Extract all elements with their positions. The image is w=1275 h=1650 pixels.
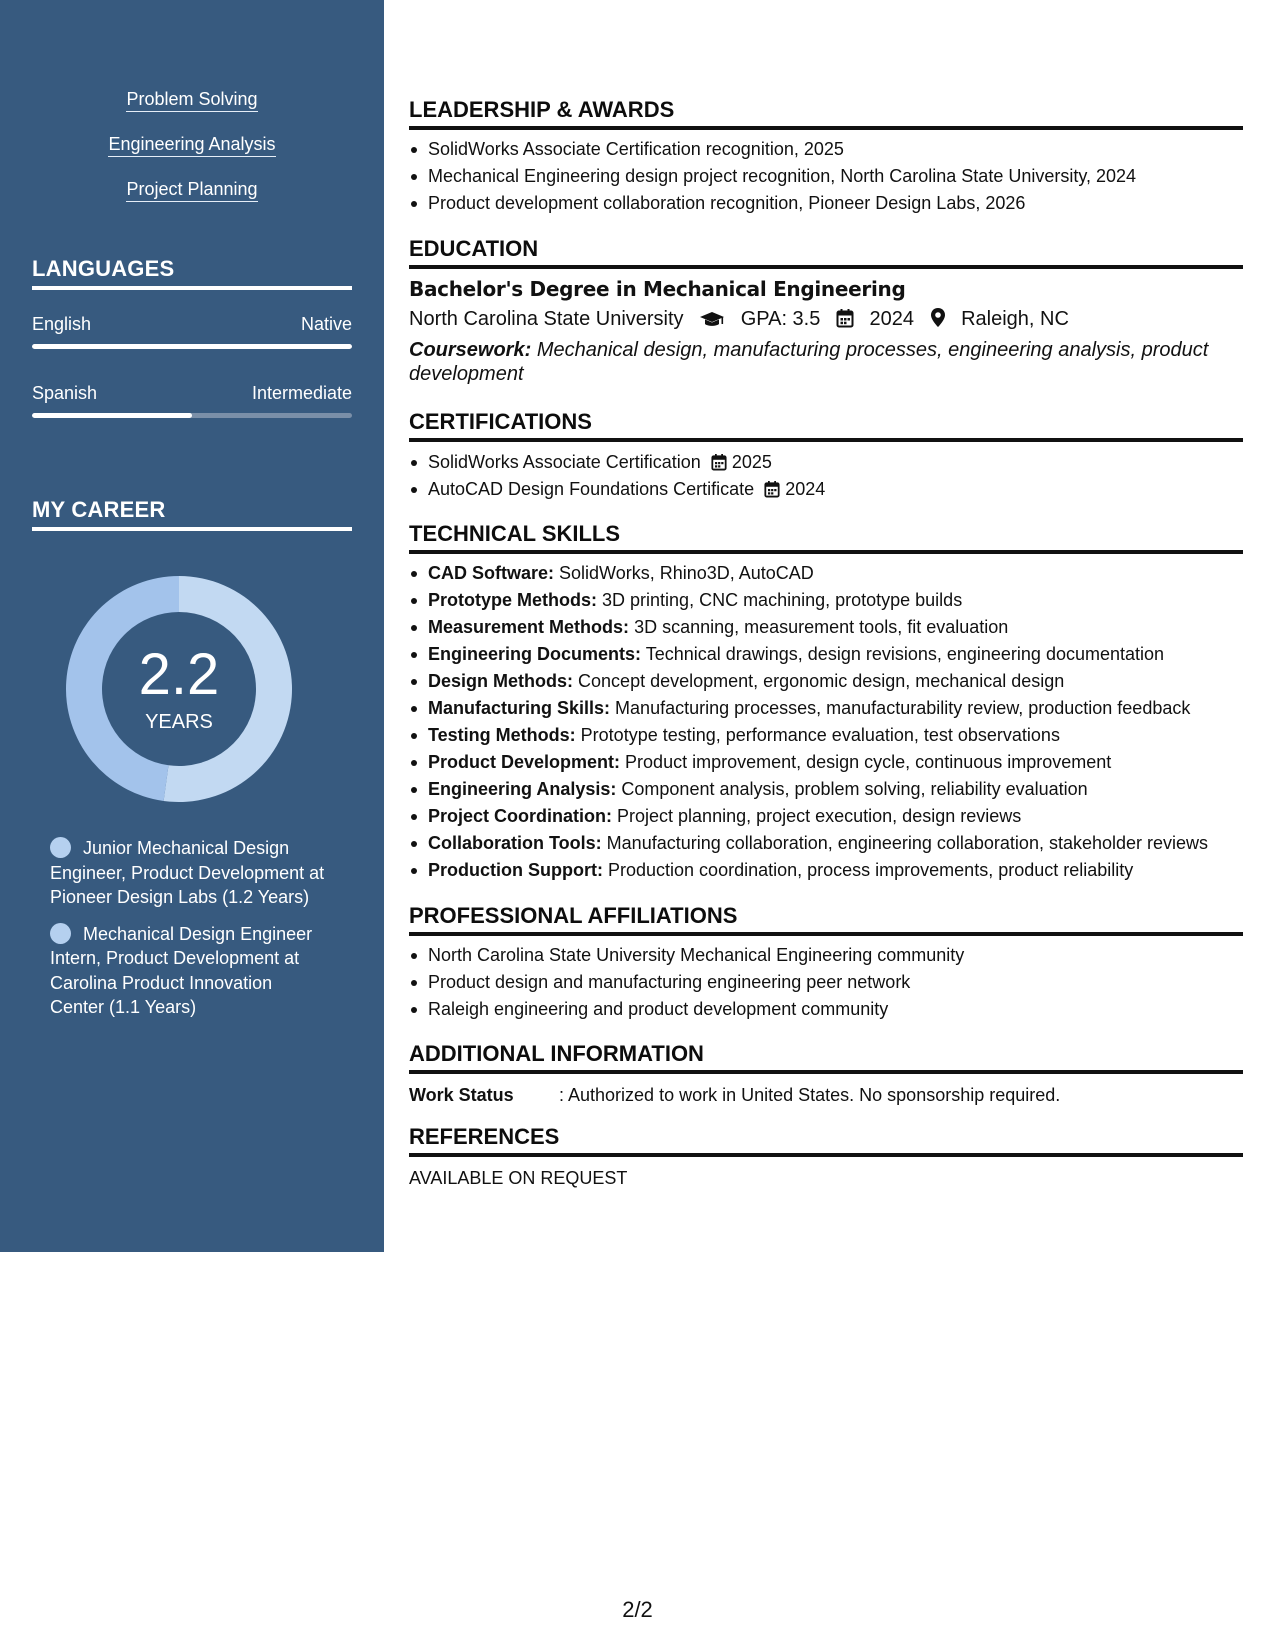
technical-skill-value: Manufacturing collaboration, engineering collaboration, stakeholder reviews	[606, 833, 1209, 853]
technical-skill-label: Prototype Methods:	[428, 590, 597, 610]
skill-item: Problem Solving	[126, 88, 257, 112]
language-proficiency-bar	[32, 344, 352, 349]
career-list	[50, 836, 330, 1032]
technical-skill-label: Design Methods:	[428, 671, 574, 691]
degree-title: Bachelor's Degree in Mechanical Engineering	[409, 277, 906, 301]
technical-skill-item	[409, 857, 1243, 884]
technical-skill-label: Project Coordination:	[428, 806, 612, 826]
language-level: Intermediate	[251, 383, 352, 403]
language-proficiency-bar	[32, 413, 352, 418]
list-item: Mechanical Engineering design project recognition, North Carolina State University, 2024	[409, 163, 1243, 190]
certification-name: SolidWorks Associate Certification	[428, 452, 701, 472]
technical-skill-item	[409, 587, 1243, 614]
additional-information-heading: ADDITIONAL INFORMATION	[409, 1041, 1243, 1074]
technical-skill-item	[409, 695, 1243, 722]
technical-skill-value: 3D scanning, measurement tools, fit evaluation	[634, 617, 1009, 637]
career-years-value: 2.2	[138, 642, 220, 707]
school-name: North Carolina State University	[409, 308, 684, 330]
technical-skill-item	[409, 830, 1243, 857]
graduation-cap-icon	[699, 310, 725, 328]
technical-skill-value: Component analysis, problem solving, reliability evaluation	[621, 779, 1088, 799]
work-status-row	[409, 1085, 1060, 1106]
technical-skill-label: Engineering Documents:	[428, 644, 642, 664]
list-item: Product design and manufacturing engineering peer network	[409, 969, 1243, 996]
technical-skills-list	[409, 560, 1243, 884]
technical-skill-label: Production Support:	[428, 860, 603, 880]
affiliations-list	[409, 942, 1243, 1023]
certification-item	[409, 449, 1243, 476]
technical-skill-item	[409, 749, 1243, 776]
language-row	[32, 314, 352, 335]
page-number: 2/2	[622, 1597, 653, 1622]
career-donut-chart	[66, 576, 292, 802]
technical-skill-label: CAD Software:	[428, 563, 555, 583]
certifications-heading: CERTIFICATIONS	[409, 409, 1243, 442]
technical-skill-label: Measurement Methods:	[428, 617, 630, 637]
technical-skill-label: Manufacturing Skills:	[428, 698, 611, 718]
technical-skill-value: Concept development, ergonomic design, mechanical design	[578, 671, 1065, 691]
gpa-value: GPA: 3.5	[740, 308, 821, 330]
technical-skill-label: Testing Methods:	[428, 725, 576, 745]
education-location: Raleigh, NC	[961, 308, 1069, 330]
list-item: SolidWorks Associate Certification recognition, 2025	[409, 136, 1243, 163]
coursework	[409, 338, 1229, 386]
technical-skill-label: Engineering Analysis:	[428, 779, 617, 799]
coursework-text: Mechanical design, manufacturing processes, engineering analysis, product development	[409, 339, 1209, 385]
technical-skill-item	[409, 614, 1243, 641]
certification-year: 2025	[731, 452, 772, 472]
technical-skill-item	[409, 776, 1243, 803]
references-heading: REFERENCES	[409, 1124, 1243, 1157]
technical-skill-item	[409, 641, 1243, 668]
technical-skill-value: Product improvement, design cycle, continuous improvement	[625, 752, 1112, 772]
career-item	[50, 922, 330, 1020]
technical-skill-label: Collaboration Tools:	[428, 833, 602, 853]
list-item: Product development collaboration recognition, Pioneer Design Labs, 2026	[409, 190, 1243, 217]
technical-skill-value: Production coordination, process improvements, product reliability	[608, 860, 1134, 880]
language-name: English	[32, 314, 92, 334]
work-status-value: : Authorized to work in United States. No sponsorship required.	[559, 1085, 1061, 1105]
certifications-list	[409, 449, 1243, 503]
career-years-label: YEARS	[145, 711, 213, 733]
coursework-label: Coursework:	[409, 339, 532, 361]
technical-skill-label: Product Development:	[428, 752, 621, 772]
technical-skill-item	[409, 803, 1243, 830]
skill-item: Project Planning	[126, 178, 257, 202]
education-heading: EDUCATION	[409, 236, 1243, 269]
career-item-text: Mechanical Design Engineer Intern, Product Development at Carolina Product Innovation Center (1.1 Years)	[50, 923, 313, 1017]
language-proficiency-fill	[32, 344, 352, 349]
technical-skill-item	[409, 722, 1243, 749]
certification-year: 2024	[785, 479, 826, 499]
career-dot-icon	[50, 923, 71, 944]
technical-skill-item	[409, 668, 1243, 695]
career-dot-icon	[50, 837, 71, 858]
technical-skill-value: SolidWorks, Rhino3D, AutoCAD	[559, 563, 814, 583]
technical-skill-value: Project planning, project execution, design reviews	[617, 806, 1022, 826]
list-item: North Carolina State University Mechanical Engineering community	[409, 942, 1243, 969]
affiliations-heading: PROFESSIONAL AFFILIATIONS	[409, 903, 1243, 936]
language-row	[32, 383, 352, 404]
language-name: Spanish	[32, 383, 98, 403]
technical-skill-value: Manufacturing processes, manufacturability review, production feedback	[615, 698, 1191, 718]
language-level: Native	[300, 314, 352, 334]
calendar-icon	[836, 308, 854, 328]
leadership-heading: LEADERSHIP & AWARDS	[409, 97, 1243, 130]
calendar-icon	[711, 453, 727, 471]
technical-skill-value: Prototype testing, performance evaluation, test observations	[580, 725, 1060, 745]
references-text: AVAILABLE ON REQUEST	[409, 1168, 628, 1188]
work-status-label: Work Status	[409, 1085, 514, 1105]
certification-item	[409, 476, 1243, 503]
education-details	[409, 307, 1069, 331]
language-proficiency-fill	[32, 413, 192, 418]
languages-heading: LANGUAGES	[32, 256, 352, 290]
technical-skill-item	[409, 560, 1243, 587]
leadership-list	[409, 136, 1243, 217]
calendar-icon	[764, 480, 780, 498]
career-heading: MY CAREER	[32, 497, 352, 531]
career-item-text: Junior Mechanical Design Engineer, Product Development at Pioneer Design Labs (1.2 Years)	[50, 838, 325, 907]
skills-list	[0, 88, 384, 223]
sidebar	[0, 0, 384, 1252]
list-item: Raleigh engineering and product development community	[409, 996, 1243, 1023]
map-pin-icon	[930, 307, 946, 328]
technical-skill-value: Technical drawings, design revisions, engineering documentation	[645, 644, 1165, 664]
certification-name: AutoCAD Design Foundations Certificate	[428, 479, 755, 499]
graduation-year: 2024	[869, 308, 914, 330]
technical-skill-value: 3D printing, CNC machining, prototype builds	[602, 590, 963, 610]
skill-item: Engineering Analysis	[108, 133, 275, 157]
career-item	[50, 836, 330, 910]
technical-skills-heading: TECHNICAL SKILLS	[409, 521, 1243, 554]
